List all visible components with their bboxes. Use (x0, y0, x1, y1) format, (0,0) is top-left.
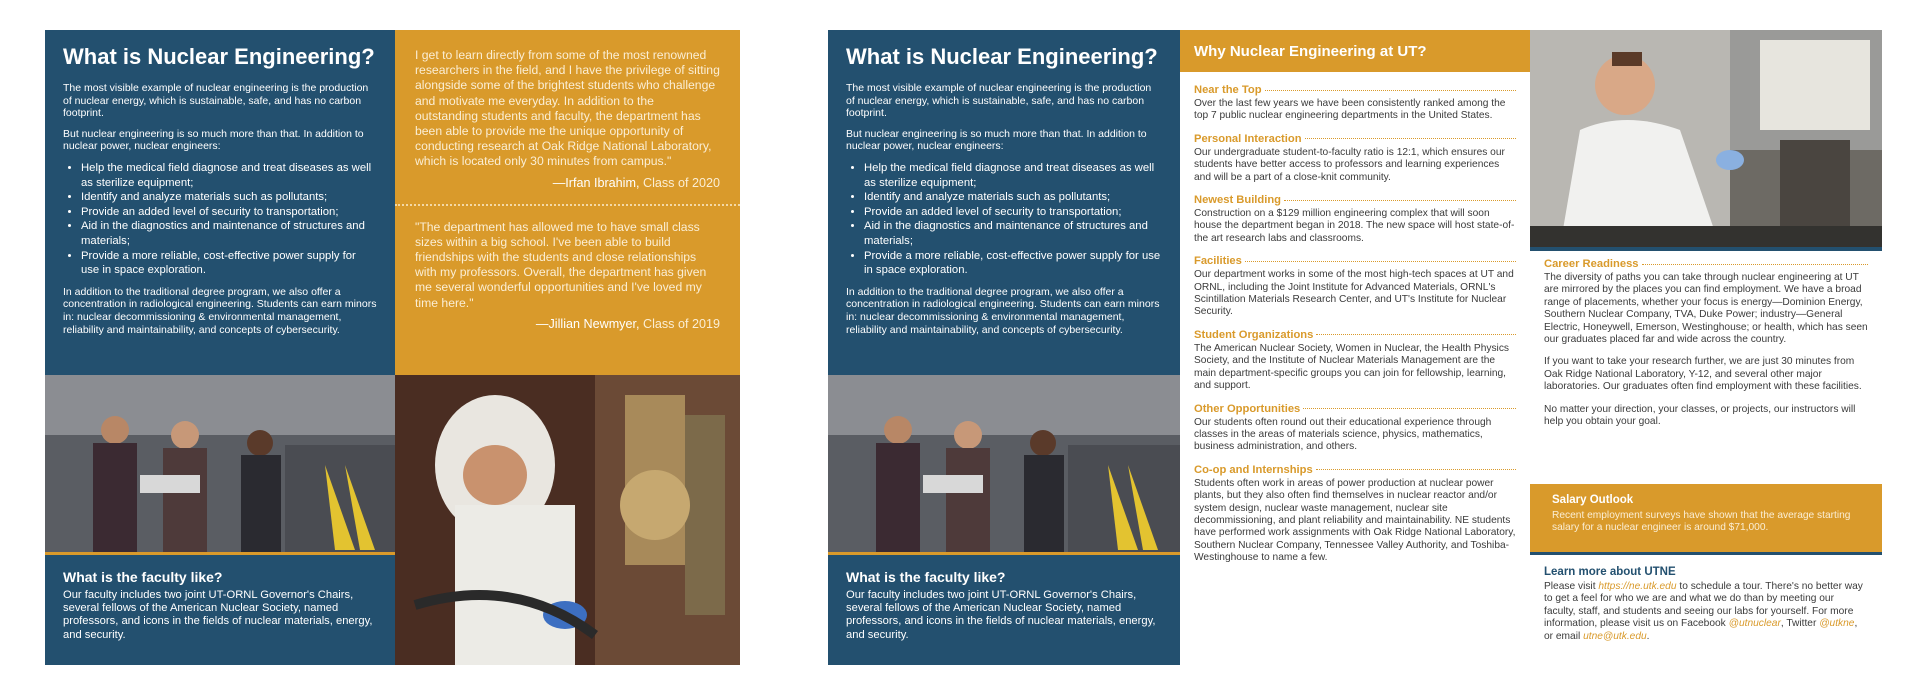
researcher-photo (1530, 30, 1882, 247)
email-link[interactable]: utne@utk.edu (1583, 630, 1647, 642)
why-item-heading: Student Organizations (1194, 328, 1314, 341)
right-students-lab-photo (828, 375, 1180, 552)
career-title: Career Readiness (1544, 258, 1639, 270)
salary-panel (1530, 484, 1882, 552)
cleanroom-illustration (395, 375, 740, 665)
quote-2-text: "The department has allowed me to have small class sizes within a big school. I've been able to build friendships with the students and close relationships with my professors. Overall, the department has given me several wonderful opportunities and I've loved my time here." (415, 219, 707, 310)
career-para3: No matter your direction, your classes, or projects, our instructors will help you obtain your goal. (1544, 403, 1856, 428)
twitter-link[interactable]: @utkne (1819, 618, 1855, 630)
right-bullets (846, 161, 1162, 278)
left-bullet: • Help the medical field diagnose and treat diseases as well as sterilize equipment; (81, 161, 377, 190)
why-item (1194, 403, 1516, 454)
left-bullet: • Aid in the diagnostics and maintenance of structures and materials; (81, 219, 377, 248)
left-para3: In addition to the traditional degree program, we also offer a concentration in radiological engineering. Students can earn minors in: nuclear decommissioning & environmental management, reliability and maintainability, and concepts of cybersecurity. (63, 285, 377, 336)
right-para2: But nuclear engineering is so much more than that. In addition to nuclear power, nuclear engineers: (846, 127, 1147, 153)
why-item-body: Our undergraduate student-to-faculty ratio is 12:1, which ensures our students have better access to professors and learning experiences and will be a part of a close-knit community. (1194, 146, 1505, 183)
learn-text-mid: to schedule a tour. There's no better way to get a feel for who we are and what we do than by meeting our faculty, staff, and students and seeing our labs for yourself. For more information, please visit us on Facebook (1544, 581, 1863, 630)
career-para2: If you want to take your research further, we are just 30 minutes from Oak Ridge National Laboratory, Y-12, and several other major laboratories. Our graduates often find employment with these facilities. (1544, 356, 1862, 393)
website-link[interactable]: https://ne.utk.edu (1598, 581, 1677, 592)
right-bullet: • Provide a more reliable, cost-effective power supply for use in space exploration. (864, 249, 1162, 278)
quote-divider (395, 204, 740, 206)
right-faculty-top-divider (828, 552, 1180, 555)
right-para1: The most visible example of nuclear engineering is the production of nuclear energy, which is sustainable, safe, and has no carbon footprint. (846, 82, 1152, 120)
left-faculty-panel (45, 552, 395, 665)
quote-1-attribution (415, 176, 720, 190)
career-section (1530, 258, 1882, 478)
quote-2-class: Class of 2019 (642, 316, 720, 331)
why-item-heading: Co-op and Internships (1194, 463, 1313, 476)
right-faculty-text: Our faculty includes two joint UT-ORNL Governor's Chairs, several fellows of the American Nuclear Society, named professors, and icons in the fields of nuclear materials, energy, and security. (846, 589, 1156, 641)
quote-1-text: I get to learn directly from some of the most renowned researchers in the field, and I have the privilege of sitting alongside some of the brightest students who challenge and motivate me everyday. In addition to the outstanding students and faculty, the department has been able to provide me the unique opportunity of conducting research at Oak Ridge National Laboratory, which is located only 30 minutes from campus." (415, 48, 720, 169)
quote-1-name: —Irfan Ibrahim, (552, 175, 640, 190)
why-item-heading: Near the Top (1194, 84, 1262, 96)
right-bullet: • Identify and analyze materials such as pollutants; (864, 190, 1162, 205)
why-item-heading: Other Opportunities (1194, 402, 1301, 415)
learn-text-twitter-pre: , Twitter (1780, 618, 1820, 630)
salary-title: Salary Outlook (1552, 494, 1634, 506)
left-faculty-title: What is the faculty like? (63, 569, 223, 585)
left-para1: The most visible example of nuclear engineering is the production of nuclear energy, which is sustainable, safe, and has no carbon footprint. (63, 82, 369, 120)
salary-bottom-line (1530, 552, 1882, 555)
learn-section (1530, 566, 1882, 666)
why-item (1194, 255, 1516, 319)
faculty-top-divider (45, 552, 395, 555)
why-item-heading: Personal Interaction (1194, 132, 1302, 145)
why-item (1194, 464, 1516, 565)
why-title-bar (1180, 30, 1530, 72)
left-bullet: • Provide an added level of security to transportation; (81, 205, 377, 220)
salary-text: Recent employment surveys have shown that the average starting salary for a nuclear engineer is around $71,000. (1552, 510, 1851, 534)
left-bullet: • Provide a more reliable, cost-effective power supply for use in space exploration. (81, 249, 377, 278)
right-intro-panel (828, 30, 1180, 375)
right-para3: In addition to the traditional degree program, we also offer a concentration in radiological engineering. Students can earn minors in: nuclear decommissioning & environmental management, reliability and maintainability, and concepts of cybersecurity. (846, 285, 1160, 336)
learn-text-email-pre: , or email (1544, 618, 1858, 642)
quote-panel (395, 30, 740, 375)
right-faculty-title: What is the faculty like? (846, 569, 1006, 585)
quote-1-class: Class of 2020 (642, 175, 720, 190)
career-para1: The diversity of paths you can take through nuclear engineering at UT are mirrored by the places you can find employment. We have a broad range of placements, whether your focus is energy—Dominion Energy, Southern Nuclear Company, TVA, Duke Power; industry—General Electric, Honeywell, Emerson, Westinghouse; or health, which has seen our graduates placed far and wide across the country. (1544, 272, 1868, 346)
right-bullet: • Aid in the diagnostics and maintenance of structures and materials; (864, 219, 1162, 248)
why-item-heading: Newest Building (1194, 194, 1282, 207)
learn-title: Learn more about UTNE (1544, 566, 1676, 578)
learn-text-end: . (1646, 630, 1650, 642)
left-para2: But nuclear engineering is so much more than that. In addition to nuclear power, nuclear engineers: (63, 127, 364, 153)
left-faculty-text: Our faculty includes two joint UT-ORNL Governor's Chairs, several fellows of the American Nuclear Society, named professors, and icons in the fields of nuclear materials, energy, and security. (63, 589, 373, 641)
quote-2-name: —Jillian Newmyer, (535, 316, 640, 331)
researcher-illustration (1530, 30, 1882, 247)
why-item-body: Our students often round out their educational experience through classes in the areas of materials science, physics, mathematics, business administration, and others. (1194, 416, 1492, 453)
learn-text (1544, 581, 1868, 643)
quote-2-attribution (415, 317, 720, 331)
right-bullet: • Provide an added level of security to transportation; (864, 205, 1162, 220)
blue-accent-line (1530, 247, 1882, 251)
why-item-body: Students often work in areas of power production at nuclear power plants, but they also often find themselves in nuclear reactor and/or system design, nuclear waste management, nuclear site decommissioning, and plant reliability and maintainability. NE students have performed work assignments with Oak Ridge National Laboratory, Southern Nuclear Company, Tennessee Valley Authority, and Toshiba-Westinghouse to name a few. (1194, 477, 1516, 564)
right-students-lab-illustration (828, 375, 1180, 552)
why-item (1194, 329, 1516, 393)
left-bullet: • Identify and analyze materials such as pollutants; (81, 190, 377, 205)
right-faculty-panel (828, 552, 1180, 665)
why-item-heading: Facilities (1194, 255, 1242, 268)
left-intro-panel (45, 30, 395, 375)
why-item-body: Our department works in some of the most high-tech spaces at UT and ORNL, including the Joint Institute for Advanced Materials, ORNL's Scintillation Materials Research Center, and UT's Institute for Nuclear Security. (1194, 269, 1514, 318)
right-bullet: • Help the medical field diagnose and treat diseases as well as sterilize equipment; (864, 161, 1162, 190)
why-list (1180, 84, 1530, 664)
why-item-body: Over the last few years we have been consistently ranked among the top 7 public nuclear engineering departments in the United States. (1194, 98, 1506, 122)
left-title: What is Nuclear Engineering? (63, 44, 375, 69)
why-item (1194, 84, 1516, 123)
why-item (1194, 133, 1516, 184)
right-title: What is Nuclear Engineering? (846, 44, 1158, 69)
why-item-body: The American Nuclear Society, Women in Nuclear, the Health Physics Society, and the Institute of Nuclear Materials Management are the main department-specific groups you can join for fellowship, learning, and support. (1194, 342, 1510, 392)
students-lab-photo (45, 375, 395, 552)
why-item-body: Construction on a $129 million engineering complex that will soon house the department began in 2018. The new space will host state-of-the art research labs and classrooms. (1194, 208, 1515, 244)
facebook-link[interactable]: @utnuclear (1728, 618, 1781, 630)
left-bullets (63, 161, 377, 278)
why-item (1194, 194, 1516, 245)
students-lab-illustration (45, 375, 395, 552)
learn-text-pre: Please visit (1544, 581, 1599, 592)
why-title: Why Nuclear Engineering at UT? (1194, 43, 1427, 60)
cleanroom-photo (395, 375, 740, 665)
